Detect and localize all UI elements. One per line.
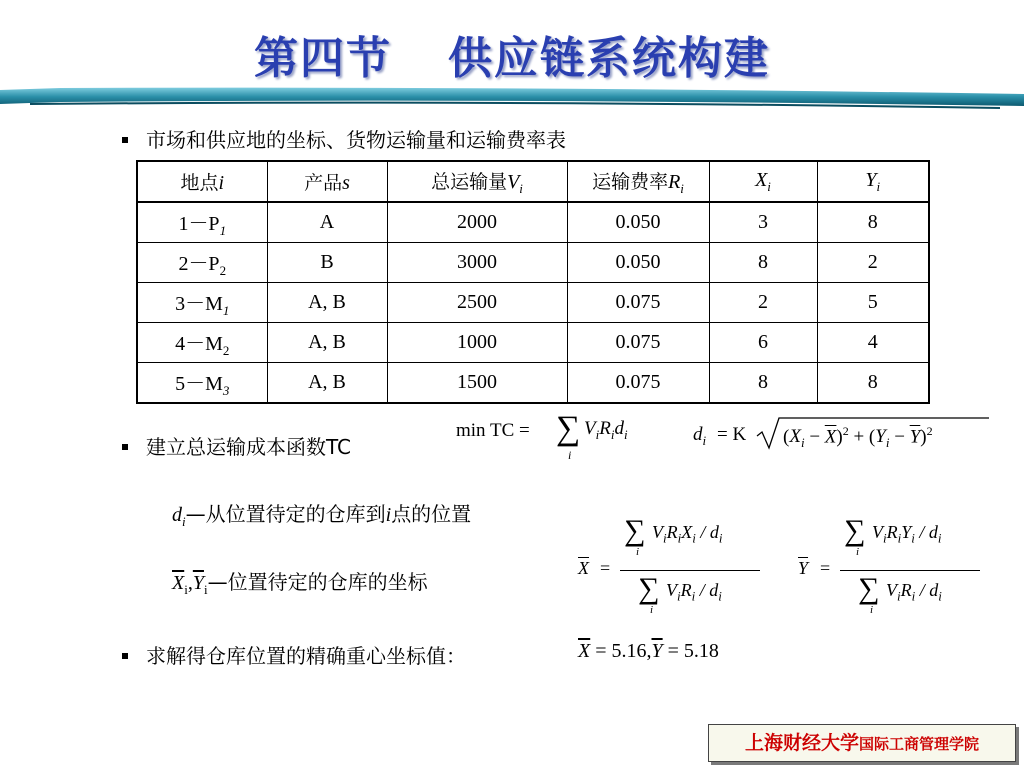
cell-volume: 1500 [387, 363, 567, 404]
header-volume: 总运输量$V_i$ [387, 161, 567, 202]
cell-product: A, B [267, 323, 387, 363]
fraction-bar [840, 570, 980, 571]
cell-x: 6 [709, 323, 817, 363]
y-bar-formula: $\overline{Y}$ = ∑ i $V_iR_iY_i / d_i$ ∑ i $V_iR_i / d_i$ [798, 514, 988, 618]
bullet-icon [122, 137, 128, 143]
table-row [137, 202, 929, 243]
header-location: 地点i [137, 161, 267, 202]
cell-rate: 0.075 [567, 323, 709, 363]
cell-product: A, B [267, 283, 387, 323]
cell-product: A, B [267, 363, 387, 404]
cell-location: $5-M_3$ [137, 363, 267, 404]
table-row [137, 323, 929, 363]
title-topic: 供应链系统构建 [448, 33, 770, 84]
fraction-bar [620, 570, 760, 571]
cell-rate: 0.050 [567, 243, 709, 283]
bullet-tc-function: 建立总运输成本函数TC [122, 431, 351, 460]
cell-y: 8 [817, 363, 929, 404]
cell-y: 4 [817, 323, 929, 363]
bullet-table-caption: 市场和供应地的坐标、货物运输量和运输费率表 [122, 124, 566, 153]
header-y: $Y_i$ [817, 161, 929, 202]
d-explanation: $d_i—$从位置待定的仓库到i点的位置 [172, 502, 472, 529]
x-bar-formula: $\overline{X}$ = ∑ i $V_iR_iX_i / d_i$ ∑ i $V_iR_i / d_i$ [578, 514, 768, 618]
cell-x: 8 [709, 363, 817, 404]
sum-symbol: ∑ [556, 410, 581, 447]
cell-volume: 3000 [387, 243, 567, 283]
cell-volume: 2000 [387, 202, 567, 243]
title-banner [0, 84, 1024, 114]
cell-y: 2 [817, 243, 929, 283]
table-row [137, 363, 929, 404]
table-row [137, 283, 929, 323]
school-badge: 上海财经大学国际工商管理学院 [708, 724, 1016, 762]
bullet-result: 求解得仓库位置的精确重心坐标值： [122, 640, 466, 669]
bullet-icon [122, 444, 128, 450]
header-product: 产品s [267, 161, 387, 202]
cell-location: $1-P_1$ [137, 202, 267, 243]
cell-product: B [267, 243, 387, 283]
cell-x: 3 [709, 202, 817, 243]
cell-location: $2-P_2$ [137, 243, 267, 283]
title-section: 第四节 [254, 33, 392, 84]
cell-y: 8 [817, 202, 929, 243]
cell-x: 8 [709, 243, 817, 283]
cell-rate: 0.075 [567, 283, 709, 323]
cell-x: 2 [709, 283, 817, 323]
header-rate: 运输费率$R_i$ [567, 161, 709, 202]
location-table [136, 160, 930, 404]
cell-volume: 1000 [387, 323, 567, 363]
cell-volume: 2500 [387, 283, 567, 323]
table-header-row [137, 161, 929, 202]
tc-formula: min TC = ∑ i $V_iR_id_i$ [456, 410, 628, 462]
header-x: $X_i$ [709, 161, 817, 202]
result-formula: $\overline{X} = 5.16,\overline{Y} = 5.18$ [578, 640, 719, 662]
cell-location: $4-M_2$ [137, 323, 267, 363]
cell-y: 5 [817, 283, 929, 323]
page-title [0, 22, 1024, 86]
cell-rate: 0.050 [567, 202, 709, 243]
table-row [137, 243, 929, 283]
distance-formula: $d_i$ = K $(X_i - \overline{X})^2 + (Y_i - \overline{Y})^2$ [693, 414, 993, 454]
cell-rate: 0.075 [567, 363, 709, 404]
xy-explanation: $\overline{X}_i,\overline{Y}_i—$位置待定的仓库的坐标 [172, 570, 428, 597]
cell-product: A [267, 202, 387, 243]
cell-location: $3-M_1$ [137, 283, 267, 323]
bullet-icon [122, 653, 128, 659]
